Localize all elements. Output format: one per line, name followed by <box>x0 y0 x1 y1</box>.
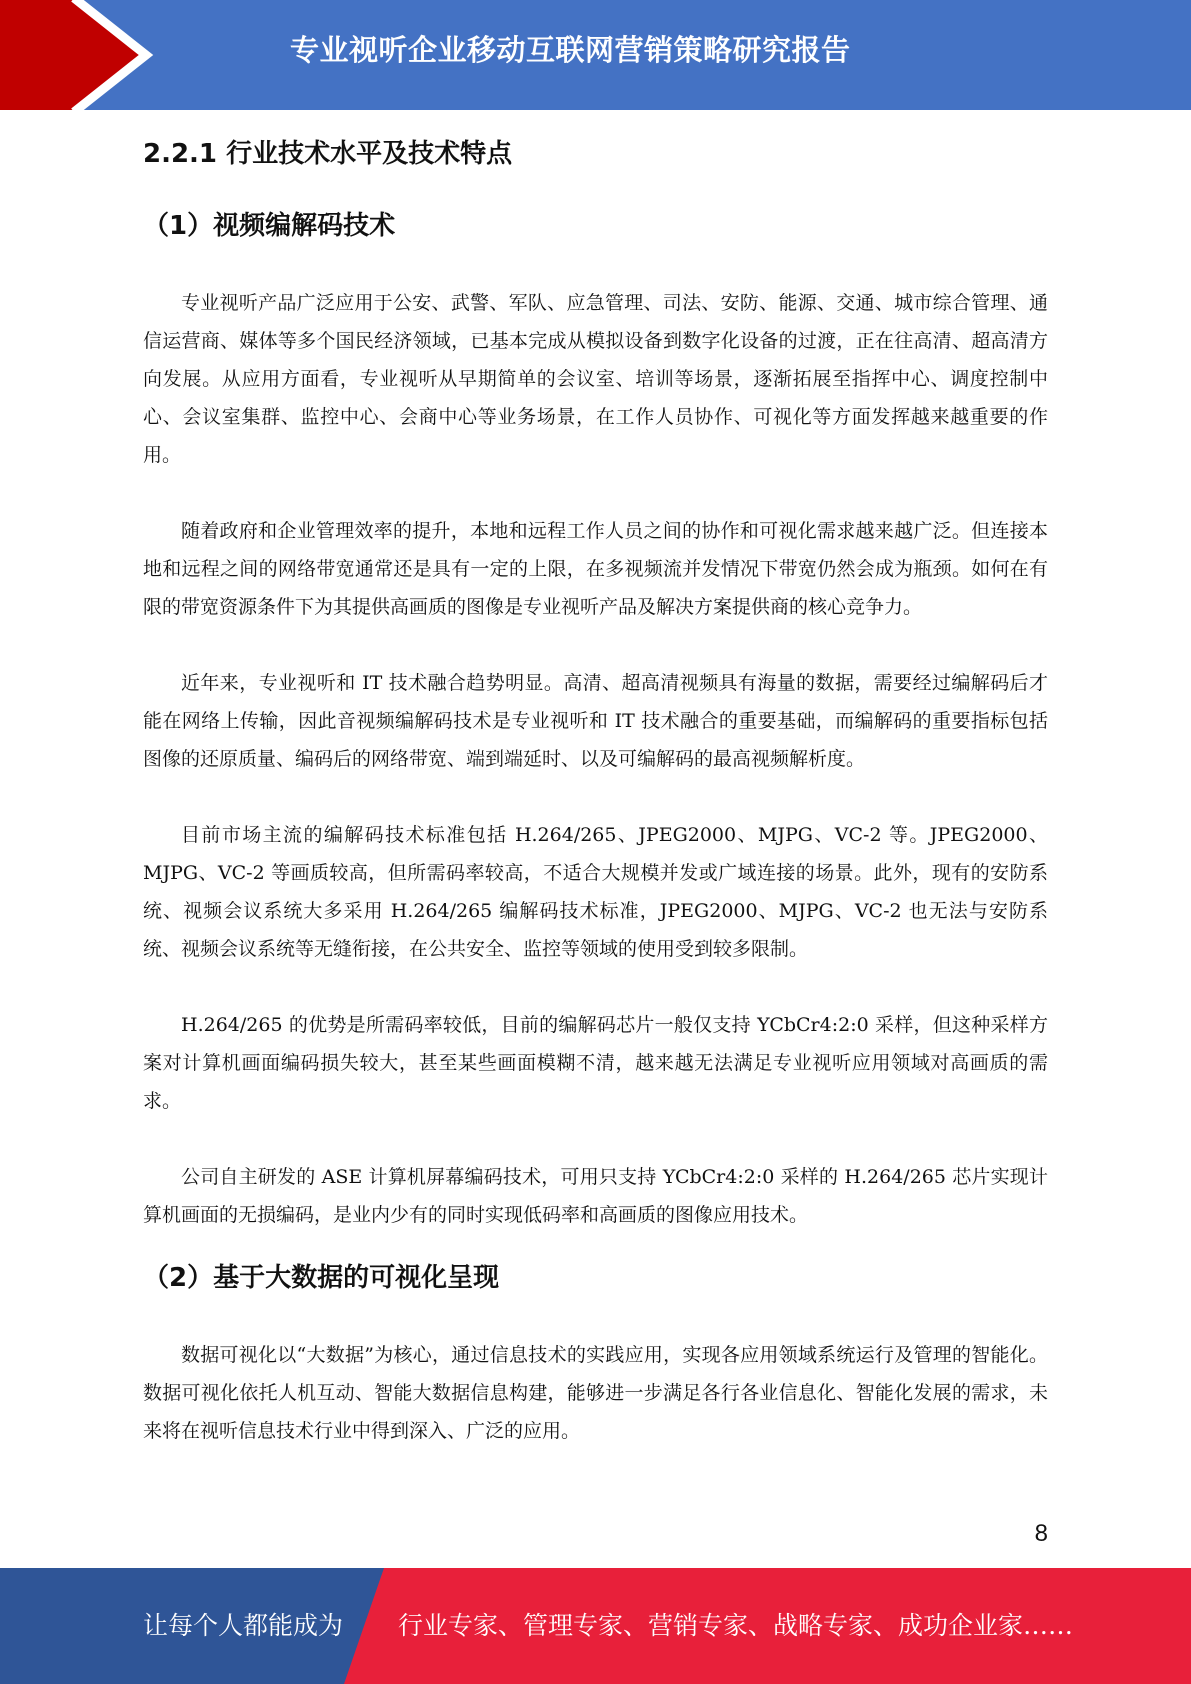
subsection-heading: （1）视频编解码技术 <box>143 211 396 241</box>
paragraph: 数据可视化以“大数据”为核心，通过信息技术的实践应用，实现各应用领域系统运行及管理的智能化。数据可视化依托人机互动、智能大数据信息构建，能够进一步满足各行各业信息化、智能化发展的需求，未来将在视听信息技术行业中得到深入、广泛的应用。 <box>143 1344 1048 1442</box>
page-header <box>0 0 1191 110</box>
report-content <box>143 130 1048 1450</box>
page-footer <box>0 1568 1191 1684</box>
paragraph: 随着政府和企业管理效率的提升，本地和远程工作人员之间的协作和可视化需求越来越广泛。但连接本地和远程之间的网络带宽通常还是具有一定的上限，在多视频流并发情况下带宽仍然会成为瓶颈。如何在有限的带宽资源条件下为其提供高画质的图像是专业视听产品及解决方案提供商的核心竞争力。 <box>143 520 1048 618</box>
subsection-heading: （2）基于大数据的可视化呈现 <box>143 1263 500 1293</box>
part-visualization <box>143 1256 1048 1450</box>
paragraph: H.264/265 的优势是所需码率较低，目前的编解码芯片一般仅支持 YCbCr4:2:0 采样，但这种采样方案对计算机画面编码损失较大，甚至某些画面模糊不清，越来越无法满足专业视听应用领域对高画质的需求。 <box>143 1014 1048 1112</box>
footer-slogan-left: 让每个人都能成为 <box>143 1611 344 1640</box>
paragraph: 公司自主研发的 ASE 计算机屏幕编码技术，可用只支持 YCbCr4:2:0 采样的 H.264/265 芯片实现计算机画面的无损编码，是业内少有的同时实现低码率和高画质的图像应用技术。 <box>143 1166 1048 1226</box>
part-video-codec <box>143 204 1048 1234</box>
footer-slogan-right: 行业专家、管理专家、营销专家、战略专家、成功企业家…… <box>398 1611 1074 1640</box>
paragraph: 近年来，专业视听和 IT 技术融合趋势明显。高清、超高清视频具有海量的数据，需要经过编解码后才能在网络上传输，因此音视频编解码技术是专业视听和 IT 技术融合的重要基础，而编解码的重要指标包括图像的还原质量、编码后的网络带宽、端到端延时、以及可编解码的最高视频解析度。 <box>143 672 1048 770</box>
section-heading: 2.2.1 行业技术水平及技术特点 <box>143 139 513 169</box>
page-number: 8 <box>1034 1520 1048 1547</box>
header-title: 专业视听企业移动互联网营销策略研究报告 <box>290 33 851 67</box>
header-arrow-graphic <box>0 0 180 110</box>
paragraph: 专业视听产品广泛应用于公安、武警、军队、应急管理、司法、安防、能源、交通、城市综合管理、通信运营商、媒体等多个国民经济领域，已基本完成从模拟设备到数字化设备的过渡，正在往高清、超高清方向发展。从应用方面看，专业视听从早期简单的会议室、培训等场景，逐渐拓展至指挥中心、调度控制中心、会议室集群、监控中心、会商中心等业务场景，在工作人员协作、可视化等方面发挥越来越重要的作用。 <box>143 292 1048 466</box>
paragraph: 目前市场主流的编解码技术标准包括 H.264/265、JPEG2000、MJPG、VC-2 等。JPEG2000、MJPG、VC-2 等画质较高，但所需码率较高，不适合大规模并发或广域连接的场景。此外，现有的安防系统、视频会议系统大多采用 H.264/265 编解码技术标准，JPEG2000、MJPG、VC-2 也无法与安防系统、视频会议系统等无缝衔接，在公共安全、监控等领域的使用受到较多限制。 <box>143 824 1048 960</box>
